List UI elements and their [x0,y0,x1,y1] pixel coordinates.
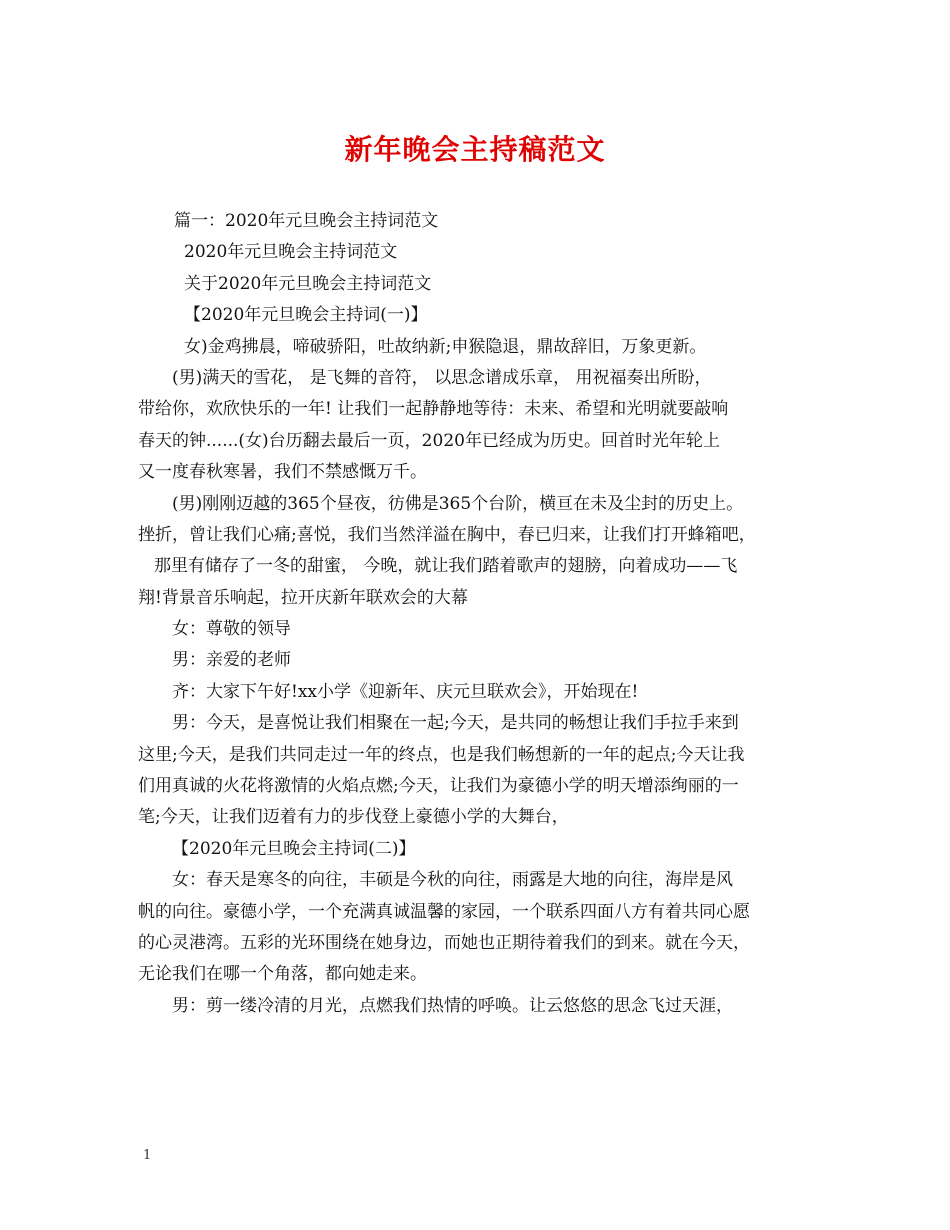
text-line: 女：尊敬的领导 [172,619,291,640]
document-title: 新年晚会主持稿范文 [344,133,606,166]
text-line: (男)刚刚迈越的365个昼夜，彷佛是365个台阶，横亘在未及尘封的历史上。 [172,493,744,514]
text-line: 女)金鸡拂晨，啼破骄阳，吐故纳新;申猴隐退，鼎故辞旧，万象更新。 [184,336,707,357]
text-line: 男：今天，是喜悦让我们相聚在一起;今天，是共同的畅想让我们手拉手来到 [172,713,739,734]
text-line: 【2020年元旦晚会主持词(一)】 [184,305,428,326]
text-line: 2020年元旦晚会主持词范文 [184,242,398,263]
text-line: 们用真诚的火花将激情的火焰点燃;今天，让我们为豪德小学的明天增添绚丽的一 [138,776,739,797]
page-number: 1 [143,1148,152,1163]
text-line: 翔!背景音乐响起，拉开庆新年联欢会的大幕 [138,587,468,608]
text-line: 无论我们在哪一个角落，都向她走来。 [138,964,427,985]
text-line: (男)满天的雪花， 是飞舞的音符， 以思念谱成乐章， 用祝福奏出所盼， [172,367,712,388]
text-line: 女：春天是寒冬的向往，丰硕是今秋的向往，雨露是大地的向往，海岸是风 [172,870,733,891]
text-line: 【2020年元旦晚会主持词(二)】 [172,838,416,859]
text-line: 男：亲爱的老师 [172,650,291,671]
text-line: 这里;今天，是我们共同走过一年的终点，也是我们畅想新的一年的起点;今天让我 [138,744,745,765]
text-line: 那里有储存了一冬的甜蜜， 今晚，就让我们踏着歌声的翅膀，向着成功——飞 [154,556,738,577]
document-body [138,206,834,1022]
text-line: 又一度春秋寒暑，我们不禁感慨万千。 [138,462,427,483]
text-line: 带给你，欢欣快乐的一年! 让我们一起静静地等待：未来、希望和光明就要敲响 [138,399,729,420]
text-line: 春天的钟......(女)台历翻去最后一页，2020年已经成为历史。回首时光年轮上 [138,430,720,451]
text-line: 挫折，曾让我们心痛;喜悦，我们当然洋溢在胸中，春已归来，让我们打开蜂箱吧， [138,524,756,545]
text-line: 笔;今天，让我们迈着有力的步伐登上豪德小学的大舞台， [138,807,569,828]
text-line: 帆的向往。豪德小学，一个充满真诚温馨的家园，一个联系四面八方有着共同心愿 [138,901,750,922]
text-line: 关于2020年元旦晚会主持词范文 [184,273,432,294]
text-line: 齐：大家下午好!xx小学《迎新年、庆元旦联欢会》，开始现在! [172,681,639,702]
text-line: 的心灵港湾。五彩的光环围绕在她身边，而她也正期待着我们的到来。就在今天， [138,932,750,953]
text-line: 男：剪一缕冷清的月光，点燃我们热情的呼唤。让云悠悠的思念飞过天涯， [172,995,733,1016]
text-line: 篇一：2020年元旦晚会主持词范文 [174,211,439,231]
